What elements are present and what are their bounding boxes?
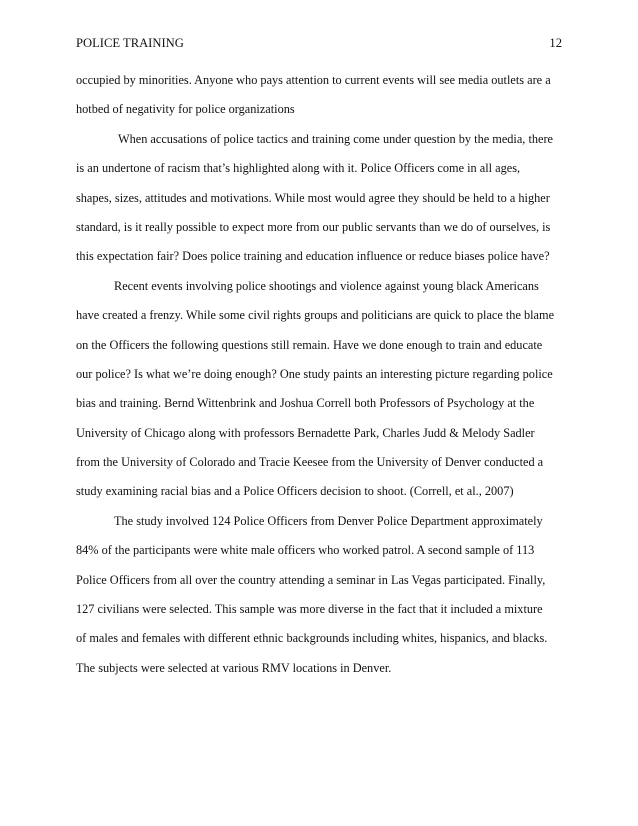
text-line: occupied by minorities. Anyone who pays attention to current events will see media outlets are a <box>76 73 551 87</box>
paragraph-2 <box>76 130 566 267</box>
text-line: Police Officers from all over the country attending a seminar in Las Vegas participated. Finally, <box>76 572 546 587</box>
text-line: is an undertone of racism that’s highlighted along with it. Police Officers come in all ages, <box>76 161 521 176</box>
text-line: When accusations of police tactics and training come under question by the media, there <box>118 131 554 146</box>
text-line: 127 civilians were selected. This sample was more diverse in the fact that it included a mixture <box>76 602 543 617</box>
text-line: this expectation fair? Does police training and education influence or reduce biases police have? <box>76 249 550 264</box>
text-line: on the Officers the following questions still remain. Have we done enough to train and educate <box>76 337 543 352</box>
text-line: standard, is it really possible to expect more from our public servants than we do of ourselves, is <box>76 219 551 234</box>
text-line: The study involved 124 Police Officers from Denver Police Department approximately <box>114 513 543 528</box>
page-number: 12 <box>549 36 562 50</box>
text-line: shapes, sizes, attitudes and motivations. While most would agree they should be held to a higher <box>76 190 550 205</box>
text-line: The subjects were selected at various RMV locations in Denver. <box>76 660 392 675</box>
page-header <box>76 36 562 56</box>
text-line: University of Chicago along with professors Bernadette Park, Charles Judd & Melody Sadler <box>76 425 535 440</box>
running-head: POLICE TRAINING <box>76 36 184 50</box>
text-line: Recent events involving police shootings and violence against young black Americans <box>114 278 539 293</box>
body-text <box>76 71 566 688</box>
text-line: have created a frenzy. While some civil rights groups and politicians are quick to place the blame <box>76 308 555 323</box>
text-line: 84% of the participants were white male officers who worked patrol. A second sample of 113 <box>76 543 535 558</box>
text-line: from the University of Colorado and Tracie Keesee from the University of Denver conducted a <box>76 455 544 470</box>
text-line: hotbed of negativity for police organizations <box>76 102 295 117</box>
text-line: our police? Is what we’re doing enough? One study paints an interesting picture regarding police <box>76 366 553 381</box>
paragraph-4 <box>76 512 566 678</box>
text-line: study examining racial bias and a Police Officers decision to shoot. (Correll, et al., 2007) <box>76 484 514 499</box>
text-line: bias and training. Bernd Wittenbrink and Joshua Correll both Professors of Psychology at the <box>76 396 535 411</box>
paragraph-3 <box>76 277 566 502</box>
text-line: of males and females with different ethnic backgrounds including whites, hispanics, and blacks. <box>76 631 548 646</box>
paragraph-1 <box>76 71 566 119</box>
